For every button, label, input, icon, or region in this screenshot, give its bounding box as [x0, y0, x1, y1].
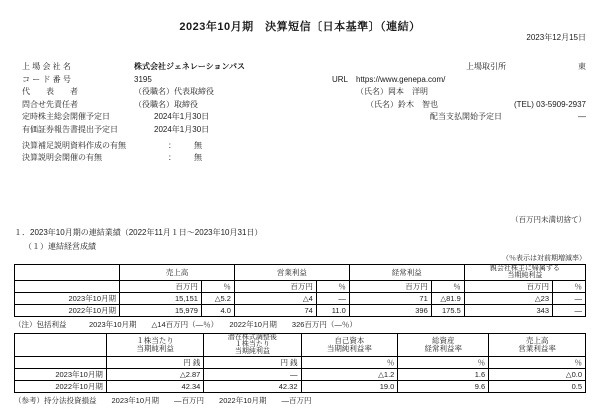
label-company-name: 上 場 会 社 名	[22, 62, 71, 71]
unit-op: 百万円	[234, 280, 316, 292]
header-row-contact	[22, 100, 586, 110]
unit-net: 百万円	[464, 280, 552, 292]
unit-op-pct: ％	[316, 280, 349, 292]
cell2-period-2022: 2022年10月期	[15, 380, 107, 392]
cell-roa-2022: 9.6	[398, 380, 489, 392]
unit-blank-2	[15, 356, 107, 368]
rounding-note: （百万円未満切捨て）	[511, 215, 586, 224]
table-unit-row	[15, 356, 586, 368]
unit-eps: 円 銭	[106, 356, 203, 368]
cell-eps-2022: 42.34	[106, 380, 203, 392]
cell-ord-pct-2022: 175.5	[431, 304, 464, 316]
label-dividend-date: 配当支払開始予定日	[430, 112, 502, 121]
cell-op-pct-2023: —	[316, 292, 349, 304]
label-report-filing: 有価証券報告書提出予定日	[22, 124, 118, 134]
th-sales: 売上高	[120, 265, 235, 281]
cell-ord-pct-2023: △81.9	[431, 292, 464, 304]
per-share-table	[14, 333, 586, 393]
value-exchange: 東	[578, 62, 586, 71]
label-contact: 問合せ先責任者	[22, 99, 78, 109]
cell-period-2022: 2022年10月期	[15, 304, 120, 316]
th-operating-income: 営業利益	[234, 265, 349, 281]
header-row-report-date	[22, 125, 586, 135]
cell-opm-2023: △0.0	[489, 368, 586, 380]
unit-deps: 円 銭	[204, 356, 301, 368]
label-url: URL	[331, 74, 348, 84]
th-ordinary-income: 経常利益	[349, 265, 464, 281]
table-row	[15, 368, 586, 380]
cell-ord-2022: 396	[349, 304, 431, 316]
unit-ord-pct: ％	[431, 280, 464, 292]
value-supplementary-colon: ：	[168, 140, 176, 150]
label-briefing-session: 決算説明会開催の有無	[22, 153, 102, 162]
document-date: 2023年12月15日	[526, 33, 586, 42]
th-roa: 総資産 経常利益率	[398, 333, 489, 356]
table-header-row	[15, 333, 586, 356]
label-exchange: 上場取引所	[466, 62, 506, 71]
table-unit-row	[15, 280, 586, 292]
th-roe: 自己資本 当期純利益率	[301, 333, 398, 356]
cell-roa-2023: 1.6	[398, 368, 489, 380]
section-consolidated-results	[14, 214, 586, 406]
th-operating-margin: 売上高 営業利益率	[489, 333, 586, 356]
value-briefing-session: 無	[194, 153, 202, 162]
th-period	[15, 265, 120, 281]
value-company-name: 株式会社ジェネレーションパス	[134, 62, 245, 71]
cell-eps-2023: △2.87	[106, 368, 203, 380]
cell-sales-pct-2023: △5.2	[201, 292, 234, 304]
cell-roe-2022: 19.0	[301, 380, 398, 392]
unit-ord: 百万円	[349, 280, 431, 292]
table-row	[15, 380, 586, 392]
cell-net-pct-2023: —	[553, 292, 586, 304]
cell-op-pct-2022: 11.0	[316, 304, 349, 316]
value-dividend-date: —	[578, 112, 586, 121]
cell-op-2022: 74	[234, 304, 316, 316]
label-representative: 代 表 者	[22, 87, 78, 96]
percentage-note: （％表示は対前期増減率）	[502, 255, 586, 262]
cell-sales-2023: 15,151	[120, 292, 202, 304]
value-shareholders-meeting: 2024年1月30日	[154, 112, 210, 121]
unit-sales: 百万円	[120, 280, 202, 292]
unit-opm: ％	[489, 356, 586, 368]
value-contact-role: （役職名）取締役	[134, 99, 198, 109]
cell-opm-2022: 0.5	[489, 380, 586, 392]
unit-net-pct: ％	[553, 280, 586, 292]
section-heading: １．2023年10月期の連結業績（2022年11月１日～2023年10月31日）	[14, 228, 263, 237]
value-contact-name: （氏名）鈴木 智也	[365, 99, 438, 109]
value-contact-tel: (TEL) 03-5909-2937	[513, 99, 586, 109]
header-row-supplement	[22, 141, 586, 151]
label-supplementary-material: 決算補足説明資料作成の有無	[22, 140, 126, 150]
header-row-representative	[22, 87, 586, 97]
th-period-2	[15, 333, 107, 356]
header-row-company	[22, 62, 586, 72]
value-supplementary-material: 無	[194, 140, 202, 150]
label-shareholders-meeting: 定時株主総会開催予定日	[22, 112, 110, 121]
cell-period-2023: 2023年10月期	[15, 292, 120, 304]
value-code: 3195	[134, 74, 152, 84]
label-code: コ ー ド 番 号	[22, 74, 71, 84]
cell-net-pct-2022: —	[553, 304, 586, 316]
table-row	[15, 304, 586, 316]
table-header-row	[15, 265, 586, 281]
cell-net-2023: △23	[464, 292, 552, 304]
results-table	[14, 264, 586, 317]
unit-sales-pct: ％	[201, 280, 234, 292]
value-briefing-colon: ：	[168, 153, 176, 162]
cell-sales-pct-2022: 4.0	[201, 304, 234, 316]
cell-sales-2022: 15,979	[120, 304, 202, 316]
cell-ord-2023: 71	[349, 292, 431, 304]
cell-deps-2023: —	[204, 368, 301, 380]
equity-method-note: （参考）持分法投資損益 2023年10月期 —百万円 2022年10月期 —百万円	[14, 395, 312, 405]
unit-roe: ％	[301, 356, 398, 368]
subsection-heading: （１）連結経営成績	[24, 242, 96, 251]
cell2-period-2023: 2023年10月期	[15, 368, 107, 380]
th-eps: １株当たり 当期純利益	[106, 333, 203, 356]
value-url[interactable]: https://www.genepa.com/	[356, 74, 446, 84]
comprehensive-income-note: （注）包括利益 2023年10月期 △14百万円（—％） 2022年10月期 326百万円（—％）	[14, 319, 357, 329]
cell-net-2022: 343	[464, 304, 552, 316]
page-title: 2023年10月期 決算短信〔日本基準〕（連結）	[179, 21, 421, 33]
value-representative-name: （氏名）岡本 洋明	[356, 87, 428, 96]
unit-roa: ％	[398, 356, 489, 368]
table-row	[15, 292, 586, 304]
cell-roe-2023: △1.2	[301, 368, 398, 380]
value-representative-role: （役職名）代表取締役	[134, 87, 214, 96]
document-page	[0, 18, 600, 418]
th-diluted-eps: 潜在株式調整後 １株当たり 当期純利益	[204, 333, 301, 356]
header-row-meeting-date	[22, 112, 586, 122]
header-row-code	[22, 75, 586, 85]
cell-deps-2022: 42.32	[204, 380, 301, 392]
cell-op-2023: △4	[234, 292, 316, 304]
unit-blank	[15, 280, 120, 292]
company-header	[22, 62, 586, 166]
value-report-filing: 2024年1月30日	[154, 124, 210, 134]
th-net-income: 親会社株主に帰属する 当期純利益	[464, 265, 585, 281]
header-row-briefing	[22, 153, 586, 163]
